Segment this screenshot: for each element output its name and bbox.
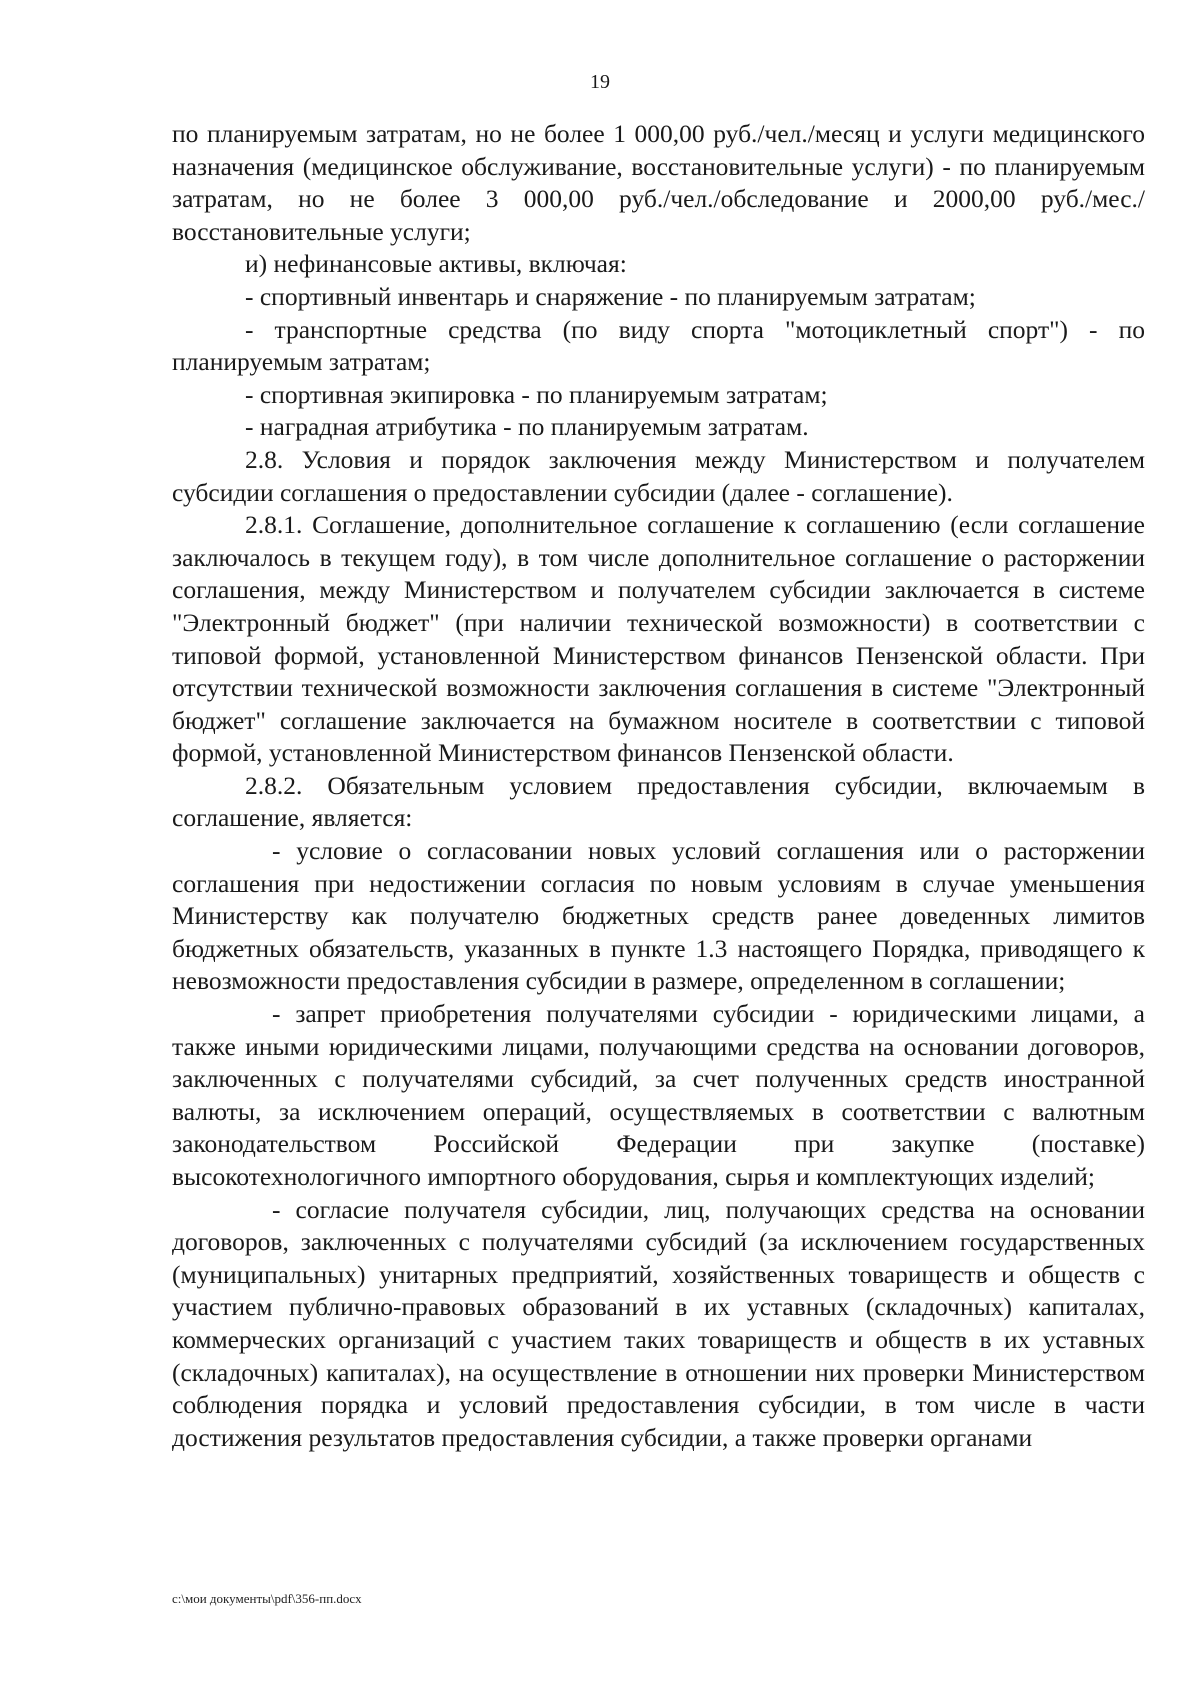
list-item-currency-prohibition: - запрет приобретения получателями субсидии - юридическими лицами, а также иными юридическими лицами, получающими средства на основании договоров, заключенных с получателями субсидий, за счет полученных средств иностранной валюты, за исключением операций, осуществляемых в соответствии с валютным законодательством Российской Федерации при закупке (поставке) высокотехнологичного импортного оборудования, сырья и комплектующих изделий; [172,999,1145,1191]
paragraph-nonfinancial-assets: и) нефинансовые активы, включая: [245,249,627,279]
list-item-condition-agreement: - условие о согласовании новых условий соглашения или о расторжении соглашения при недостижении согласия по новым условиям в случае уменьшения Министерству как получателю бюджетных средств ранее доведенных лимитов бюджетных обязательств, указанных в пункте 1.3 настоящего Порядка, приводящего к невозможности предоставления субсидии в размере, определенном в соглашении; [172,836,1145,996]
paragraph-section-2-8: 2.8. Условия и порядок заключения между Министерством и получателем субсидии соглашения о предоставлении субсидии (далее - соглашение). [172,444,1145,507]
paragraph-section-2-8-2: 2.8.2. Обязательным условием предоставления субсидии, включаемым в соглашение, является: [172,770,1145,833]
document-body [172,118,1145,1454]
paragraph-section-2-8-1: 2.8.1. Соглашение, дополнительное соглашение к соглашению (если соглашение заключалось в текущем году), в том числе дополнительное соглашение о расторжении соглашения, между Министерством и получателем субсидии заключается в системе "Электронный бюджет" (при наличии технической возможности) в соответствии с типовой формой, установленной Министерством финансов Пензенской области. При отсутствии технической возможности заключения соглашения в системе "Электронный бюджет" соглашение заключается на бумажном носителе в соответствии с типовой формой, установленной Министерством финансов Пензенской области. [172,510,1145,768]
file-path-footer: c:\мои документы\pdf\356-пп.docx [172,1591,362,1606]
paragraph-costs-continuation: по планируемым затратам, но не более 1 000,00 руб./чел./месяц и услуги медицинского назначения (медицинское обслуживание, восстановительные услуги) - по планируемым затратам, но не более 3 000,00 руб./чел./обследование и 2000,00 руб./мес./восстановительные услуги; [172,119,1145,246]
list-item-sports-equipment: - спортивный инвентарь и снаряжение - по планируемым затратам; [245,281,976,311]
list-item-vehicles: - транспортные средства (по виду спорта "мотоциклетный спорт") - по планируемым затратам; [172,314,1145,377]
page-number: 19 [590,71,610,93]
list-item-sports-outfit: - спортивная экипировка - по планируемым затратам; [245,379,828,409]
list-item-consent-inspection: - согласие получателя субсидии, лиц, получающих средства на основании договоров, заключенных с получателями субсидий (за исключением государственных (муниципальных) унитарных предприятий, хозяйственных товариществ и обществ с участием публично-правовых образований в их уставных (складочных) капиталах, коммерческих организаций с участием таких товариществ и обществ в их уставных (складочных) капиталах), на осуществление в отношении них проверки Министерством соблюдения порядка и условий предоставления субсидии, в том числе в части достижения результатов предоставления субсидии, а также проверки органами [172,1194,1145,1452]
list-item-award-attributes: - наградная атрибутика - по планируемым затратам. [245,412,809,442]
